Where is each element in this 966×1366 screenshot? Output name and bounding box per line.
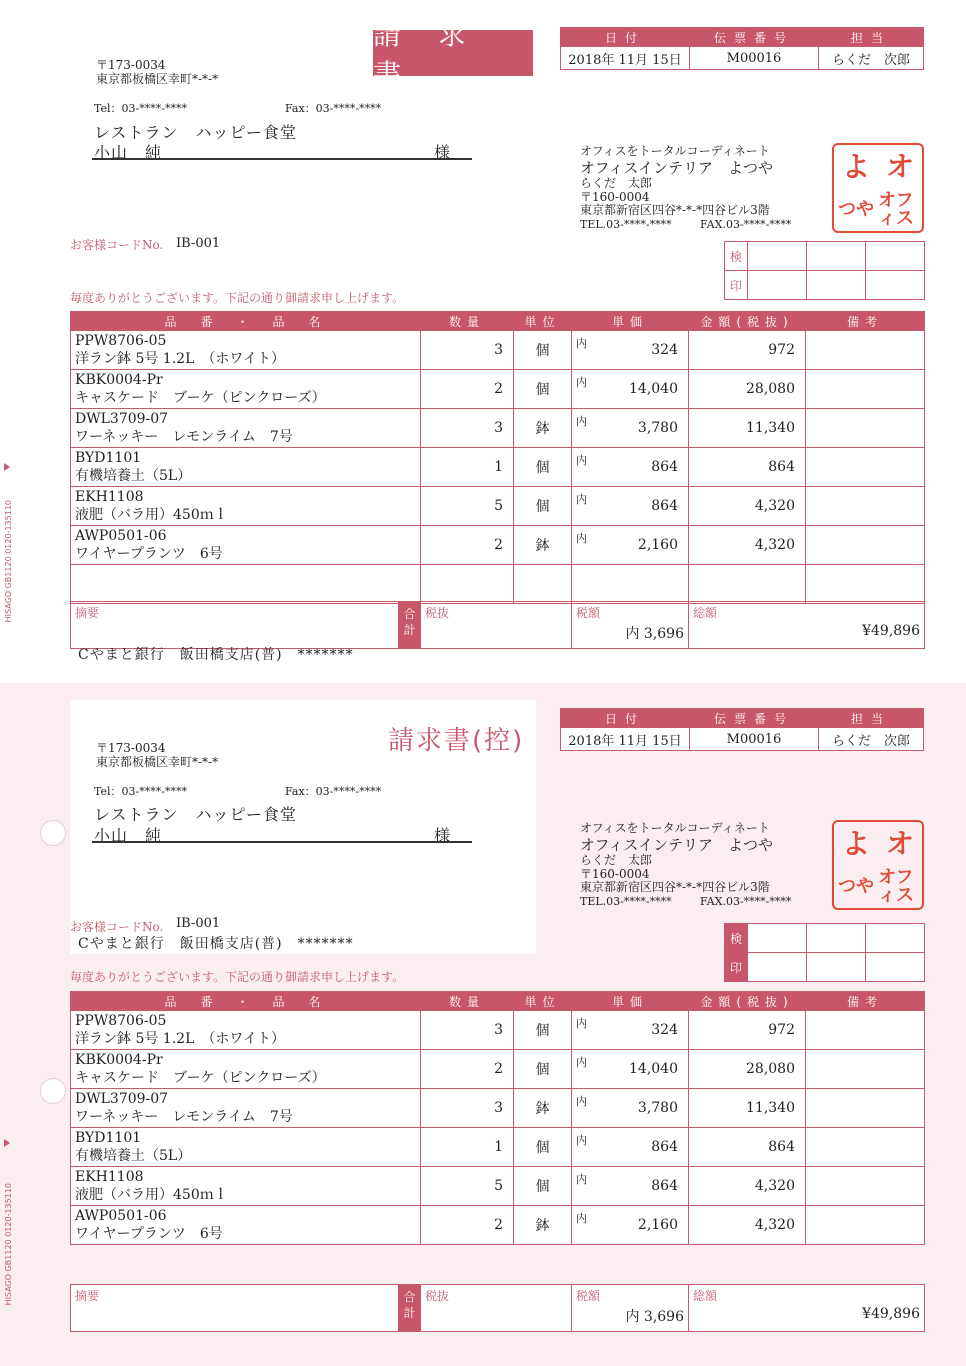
item-unit-price: [572, 1167, 689, 1206]
item-qty: 1: [421, 448, 514, 487]
honorific: 様: [434, 143, 452, 162]
item-desc: [71, 487, 421, 526]
copy-sender-zip: 〒160-0004: [580, 867, 650, 881]
col-remarks: 備考: [806, 312, 925, 331]
table-row: [71, 370, 925, 409]
copy-col-unit: 単位: [514, 992, 572, 1011]
item-code: BYD1101: [75, 1130, 142, 1146]
items-table: [70, 311, 925, 604]
tax-included-mark: 内: [576, 454, 587, 467]
empty-cell: [572, 565, 689, 604]
item-code: BYD1101: [75, 450, 142, 466]
col-amount: 金額(税抜): [689, 312, 806, 331]
item-unit: 個: [514, 331, 572, 370]
item-desc: [71, 1128, 421, 1167]
item-remarks: [806, 487, 925, 526]
copy-name-underline: [92, 841, 472, 843]
item-unit: 鉢: [514, 526, 572, 565]
item-desc: [71, 1167, 421, 1206]
tax-included-mark: 内: [576, 337, 587, 350]
copy-totals-table: [70, 1284, 925, 1332]
subtotal-cell: [421, 602, 572, 649]
copy-inspection-label-1: 検: [725, 924, 748, 953]
table-row: [71, 448, 925, 487]
item-qty: 5: [421, 487, 514, 526]
item-remarks: [806, 1011, 925, 1050]
seal-char-3: つや: [838, 198, 874, 220]
item-name: ワイヤープランツ 6号: [75, 1226, 223, 1242]
item-desc: [71, 1050, 421, 1089]
item-unit: 個: [514, 1011, 572, 1050]
header-info-table: [560, 27, 924, 70]
inspection-cell: [748, 271, 807, 300]
seal-char-2: オ: [885, 826, 914, 860]
item-name: ワイヤープランツ 6号: [75, 546, 223, 562]
name-underline: [92, 158, 472, 160]
item-remarks: [806, 1206, 925, 1245]
item-unit-price: [572, 487, 689, 526]
item-qty: 3: [421, 409, 514, 448]
item-price-value: 324: [651, 342, 678, 358]
item-price-value: 864: [651, 1139, 678, 1155]
item-desc: [71, 370, 421, 409]
item-price-value: 14,040: [629, 1061, 678, 1077]
item-desc: [71, 448, 421, 487]
margin-marker: [4, 1139, 10, 1147]
col-item: 品 番 ・ 品 名: [71, 312, 421, 331]
seal-char-4: オフィス: [878, 189, 914, 229]
item-code: EKH1108: [75, 489, 144, 505]
side-print: HISAGO GB1120 0120-135110: [4, 1183, 13, 1306]
table-row: [71, 487, 925, 526]
copy-memo-label: 摘要: [75, 1289, 100, 1303]
inspection-cell: [748, 924, 807, 953]
copy-total-value: ¥49,896: [862, 1306, 920, 1322]
item-code: KBK0004-Pr: [75, 1052, 163, 1068]
item-unit: 個: [514, 448, 572, 487]
copy-customer-fax: Fax：03-****-****: [285, 785, 382, 798]
item-unit-price: [572, 448, 689, 487]
table-row: [71, 331, 925, 370]
item-qty: 2: [421, 526, 514, 565]
item-qty: 3: [421, 1089, 514, 1128]
bank-info: Cやまと銀行 飯田橋支店(普) *******: [78, 647, 354, 663]
sender-fax: FAX.03-****-****: [700, 218, 792, 231]
copy-bank-info: Cやまと銀行 飯田橋支店(普) *******: [78, 936, 354, 952]
item-unit-price: [572, 370, 689, 409]
copy-table-row: [71, 1011, 925, 1050]
item-amount: 28,080: [689, 370, 806, 409]
item-code: PPW8706-05: [75, 1013, 167, 1029]
customer-person: 小山 純: [94, 143, 163, 162]
copy-sender-address: 東京都新宿区四谷*-*-*四谷ビル3階: [580, 880, 770, 894]
item-amount: 11,340: [689, 1089, 806, 1128]
customer-code-label: お客様コードNo.: [70, 238, 164, 252]
punch-hole: [40, 1078, 66, 1104]
col-unit: 単位: [514, 312, 572, 331]
copy-table-row: [71, 1167, 925, 1206]
item-remarks: [806, 1128, 925, 1167]
item-qty: 1: [421, 1128, 514, 1167]
copy-staff-value: らくだ 次郎: [819, 728, 924, 751]
item-code: DWL3709-07: [75, 411, 169, 427]
voucher-value: M00016: [690, 47, 819, 70]
copy-greeting-text: 毎度ありがとうございます。下記の通り御請求申し上げます。: [70, 970, 405, 984]
voucher-label: 伝票番号: [690, 28, 819, 47]
date-value: 2018年 11月 15日: [561, 47, 690, 70]
margin-marker: [4, 463, 10, 471]
item-desc: [71, 1206, 421, 1245]
item-remarks: [806, 526, 925, 565]
copy-tax-cell: [572, 1285, 689, 1332]
item-unit: 鉢: [514, 1089, 572, 1128]
item-code: PPW8706-05: [75, 333, 167, 349]
copy-total-label: 総額: [693, 1289, 718, 1303]
seal-char-1: よ: [841, 149, 870, 183]
sender-company: オフィスインテリア よつや: [580, 159, 774, 177]
sender-tagline: オフィスをトータルコーディネート: [580, 144, 770, 158]
col-unit-price: 単価: [572, 312, 689, 331]
seal-char-1: よ: [841, 826, 870, 860]
item-price-value: 14,040: [629, 381, 678, 397]
empty-cell: [689, 565, 806, 604]
item-price-value: 3,780: [637, 1100, 678, 1116]
item-amount: 4,320: [689, 487, 806, 526]
item-amount: 4,320: [689, 1206, 806, 1245]
copy-customer-address: 東京都板橋区幸町*-*-*: [96, 755, 219, 769]
item-qty: 2: [421, 1050, 514, 1089]
tax-label: 税額: [576, 606, 601, 620]
inspection-cell: [807, 953, 866, 982]
inspection-cell: [866, 271, 925, 300]
item-amount: 4,320: [689, 526, 806, 565]
item-name: キャスケード ブーケ（ピンクローズ）: [75, 1070, 326, 1086]
copy-customer-company: レストラン ハッピー食堂: [94, 805, 297, 824]
sum-label: 合計: [399, 602, 421, 649]
copy-subtotal-cell: [421, 1285, 572, 1332]
copy-tax-value: 内 3,696: [625, 1309, 684, 1325]
customer-zip: 〒173-0034: [96, 58, 166, 72]
item-qty: 3: [421, 331, 514, 370]
item-name: 洋ラン鉢 5号 1.2L （ホワイト）: [75, 1031, 285, 1047]
inspection-label-1: 検: [725, 242, 748, 271]
copy-col-item: 品 番 ・ 品 名: [71, 992, 421, 1011]
copy-col-unit-price: 単価: [572, 992, 689, 1011]
tax-included-mark: 内: [576, 1212, 587, 1225]
item-qty: 5: [421, 1167, 514, 1206]
item-unit-price: [572, 1050, 689, 1089]
inspection-cell: [807, 242, 866, 271]
copy-sender-fax: FAX.03-****-****: [700, 895, 792, 908]
subtotal-label: 税抜: [425, 606, 450, 620]
item-unit-price: [572, 526, 689, 565]
inspection-box: [724, 241, 925, 300]
copy-col-remarks: 備考: [806, 992, 925, 1011]
tax-included-mark: 内: [576, 532, 587, 545]
total-value: ¥49,896: [862, 623, 920, 639]
tax-included-mark: 内: [576, 1134, 587, 1147]
item-unit: 個: [514, 1128, 572, 1167]
copy-table-row: [71, 1089, 925, 1128]
copy-customer-code: IB-001: [176, 916, 221, 931]
copy-table-row: [71, 1206, 925, 1245]
item-unit-price: [572, 409, 689, 448]
item-desc: [71, 1011, 421, 1050]
empty-cell: [71, 565, 421, 604]
staff-value: らくだ 次郎: [819, 47, 924, 70]
inspection-cell: [748, 953, 807, 982]
item-amount: 28,080: [689, 1050, 806, 1089]
empty-cell: [806, 565, 925, 604]
copy-date-value: 2018年 11月 15日: [561, 728, 690, 751]
copy-customer-code-label: お客様コードNo.: [70, 920, 164, 934]
sender-tel: TEL.03-****-****: [580, 218, 672, 231]
empty-cell: [421, 565, 514, 604]
copy-sum-label: 合計: [399, 1285, 421, 1332]
total-label: 総額: [693, 606, 718, 620]
item-unit-price: [572, 1128, 689, 1167]
tax-value: 内 3,696: [625, 626, 684, 642]
item-unit: 個: [514, 1167, 572, 1206]
tax-included-mark: 内: [576, 1095, 587, 1108]
totals-table: [70, 601, 925, 649]
item-name: ワーネッキー レモンライム 7号: [75, 1109, 293, 1125]
item-price-value: 2,160: [637, 1217, 678, 1233]
item-qty: 3: [421, 1011, 514, 1050]
copy-sender-person: らくだ 太郎: [580, 853, 653, 867]
item-name: ワーネッキー レモンライム 7号: [75, 429, 293, 445]
item-remarks: [806, 1167, 925, 1206]
item-amount: 864: [689, 1128, 806, 1167]
item-remarks: [806, 331, 925, 370]
copy-company-seal-stamp: [832, 820, 924, 910]
punch-hole: [40, 820, 66, 846]
copy-customer-person: 小山 純: [94, 826, 163, 845]
item-unit: 個: [514, 370, 572, 409]
copy-honorific: 様: [434, 826, 452, 845]
inspection-label-2: 印: [725, 271, 748, 300]
copy-date-label: 日付: [561, 709, 690, 728]
copy-customer-zip: 〒173-0034: [96, 741, 166, 755]
item-code: AWP0501-06: [75, 528, 167, 544]
copy-document-title: 請求書(控): [388, 726, 525, 756]
item-amount: 11,340: [689, 409, 806, 448]
side-print: HISAGO GB1120 0120-135110: [4, 500, 13, 623]
copy-voucher-label: 伝票番号: [690, 709, 819, 728]
item-unit-price: [572, 1089, 689, 1128]
memo-label: 摘要: [75, 606, 100, 620]
item-price-value: 864: [651, 459, 678, 475]
tax-included-mark: 内: [576, 415, 587, 428]
item-code: DWL3709-07: [75, 1091, 169, 1107]
inspection-cell: [807, 271, 866, 300]
sender-address: 東京都新宿区四谷*-*-*四谷ビル3階: [580, 203, 770, 217]
company-seal-stamp: [832, 143, 924, 233]
total-cell: [689, 602, 925, 649]
item-remarks: [806, 409, 925, 448]
copy-customer-tel: Tel：03-****-****: [94, 785, 187, 798]
item-desc: [71, 526, 421, 565]
seal-char-3: つや: [838, 875, 874, 897]
item-amount: 972: [689, 1011, 806, 1050]
tax-included-mark: 内: [576, 1056, 587, 1069]
staff-label: 担当: [819, 28, 924, 47]
item-remarks: [806, 1050, 925, 1089]
item-name: 洋ラン鉢 5号 1.2L （ホワイト）: [75, 351, 285, 367]
item-name: 有機培養土（5L）: [75, 1148, 192, 1164]
item-unit: 鉢: [514, 1206, 572, 1245]
item-code: EKH1108: [75, 1169, 144, 1185]
item-qty: 2: [421, 1206, 514, 1245]
customer-company: レストラン ハッピー食堂: [94, 123, 297, 142]
inspection-cell: [866, 242, 925, 271]
item-unit: 個: [514, 1050, 572, 1089]
item-remarks: [806, 1089, 925, 1128]
tax-included-mark: 内: [576, 1017, 587, 1030]
sender-person: らくだ 太郎: [580, 176, 653, 190]
copy-subtotal-label: 税抜: [425, 1289, 450, 1303]
customer-fax: Fax：03-****-****: [285, 102, 382, 115]
inspection-cell: [748, 242, 807, 271]
item-unit-price: [572, 1011, 689, 1050]
item-desc: [71, 331, 421, 370]
item-desc: [71, 409, 421, 448]
item-unit: 鉢: [514, 409, 572, 448]
date-label: 日付: [561, 28, 690, 47]
copy-col-qty: 数量: [421, 992, 514, 1011]
tax-included-mark: 内: [576, 376, 587, 389]
item-code: KBK0004-Pr: [75, 372, 163, 388]
item-price-value: 864: [651, 498, 678, 514]
item-desc: [71, 1089, 421, 1128]
copy-memo-cell: [71, 1285, 399, 1332]
copy-voucher-value: M00016: [690, 728, 819, 751]
item-name: 液肥（バラ用）450ｍｌ: [75, 507, 228, 523]
customer-code: IB-001: [176, 236, 221, 251]
col-qty: 数量: [421, 312, 514, 331]
item-name: 有機培養土（5L）: [75, 468, 192, 484]
copy-inspection-label-2: 印: [725, 953, 748, 982]
item-price-value: 324: [651, 1022, 678, 1038]
copy-table-row: [71, 1050, 925, 1089]
item-price-value: 864: [651, 1178, 678, 1194]
item-unit-price: [572, 1206, 689, 1245]
item-remarks: [806, 370, 925, 409]
customer-tel: Tel：03-****-****: [94, 102, 187, 115]
item-name: 液肥（バラ用）450ｍｌ: [75, 1187, 228, 1203]
inspection-cell: [866, 953, 925, 982]
memo-cell: [71, 602, 399, 649]
item-unit: 個: [514, 487, 572, 526]
item-amount: 972: [689, 331, 806, 370]
copy-header-info-table: [560, 708, 924, 751]
table-row: [71, 409, 925, 448]
copy-col-amount: 金額(税抜): [689, 992, 806, 1011]
item-amount: 4,320: [689, 1167, 806, 1206]
copy-items-table: [70, 991, 925, 1245]
seal-char-4: オフィス: [878, 866, 914, 906]
empty-cell: [514, 565, 572, 604]
copy-tax-label: 税額: [576, 1289, 601, 1303]
tax-included-mark: 内: [576, 493, 587, 506]
table-row: [71, 526, 925, 565]
seal-char-2: オ: [885, 149, 914, 183]
sender-zip: 〒160-0004: [580, 190, 650, 204]
item-code: AWP0501-06: [75, 1208, 167, 1224]
copy-table-row: [71, 1128, 925, 1167]
copy-staff-label: 担当: [819, 709, 924, 728]
copy-inspection-box: [724, 923, 925, 982]
customer-address: 東京都板橋区幸町*-*-*: [96, 72, 219, 86]
copy-sender-company: オフィスインテリア よつや: [580, 836, 774, 854]
inspection-cell: [807, 924, 866, 953]
copy-sender-tagline: オフィスをトータルコーディネート: [580, 821, 770, 835]
copy-total-cell: [689, 1285, 925, 1332]
item-remarks: [806, 448, 925, 487]
item-name: キャスケード ブーケ（ピンクローズ）: [75, 390, 326, 406]
item-price-value: 2,160: [637, 537, 678, 553]
tax-included-mark: 内: [576, 1173, 587, 1186]
greeting-text: 毎度ありがとうございます。下記の通り御請求申し上げます。: [70, 291, 405, 305]
table-row-empty: [71, 565, 925, 604]
inspection-cell: [866, 924, 925, 953]
copy-sender-tel: TEL.03-****-****: [580, 895, 672, 908]
item-qty: 2: [421, 370, 514, 409]
item-amount: 864: [689, 448, 806, 487]
tax-cell: [572, 602, 689, 649]
item-unit-price: [572, 331, 689, 370]
item-price-value: 3,780: [637, 420, 678, 436]
document-title: 請 求 書: [373, 30, 533, 76]
